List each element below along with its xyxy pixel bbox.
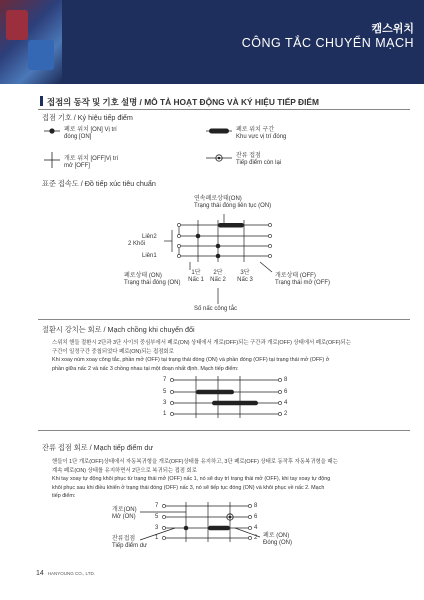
- overlap-num-l5: 5: [163, 389, 167, 395]
- overlap-num-r6: 6: [284, 389, 288, 395]
- notch2-label: 2단 Nấc 2: [210, 270, 226, 284]
- page-number: 14: [36, 570, 44, 577]
- header-title-ko: 캠스위치: [371, 23, 414, 35]
- overlap-num-l3: 3: [163, 400, 167, 406]
- residual-on-label: 폐로 (ON) Đóng (ON): [263, 533, 293, 547]
- symbol-residual: [206, 155, 232, 161]
- symbol-off-label: 개로 위치 [OFF]Vị trí mở [OFF]: [64, 156, 119, 170]
- residual-num-l7: 7: [155, 503, 159, 509]
- lien2-label: Liên2: [142, 234, 157, 240]
- state-off-label: 개로상태 (OFF) Trạng thái mở (OFF): [275, 273, 331, 287]
- company-name: HANYOUNG CO., LTD.: [47, 571, 95, 576]
- lien1-label: Liên1: [142, 253, 157, 259]
- overlap-contacts: [170, 378, 281, 415]
- residual-num-r6: 6: [254, 514, 258, 520]
- symbol-on-label: 폐로 위치 [ON] Vị trí đóng [ON]: [64, 127, 117, 141]
- standard-contacts: [177, 223, 271, 258]
- overlap-num-r4: 4: [284, 400, 288, 406]
- residual-num-r4: 4: [254, 525, 258, 531]
- symbol-zone: [206, 129, 232, 134]
- overlap-heading: 절환시 강치는 회로 / Mạch chồng khi chuyển đổi: [42, 325, 195, 334]
- notch3-label: 3단 Nấc 3: [237, 270, 253, 284]
- symbol-zone-label: 폐로 위치 구간 Khu vực vị trí đóng: [236, 127, 287, 141]
- notch-count-label: Số nấc công tắc: [194, 306, 238, 312]
- symbol-residual-label: 잔류 접점 Tiếp điểm còn lại: [236, 153, 282, 167]
- continuous-on-label: 연속폐로상태(ON) Trạng thái đóng liên tục (ON): [194, 196, 272, 210]
- notch1-label: 1단 Nấc 1: [188, 270, 204, 284]
- residual-num-l5: 5: [155, 514, 159, 520]
- residual-contacts: [162, 504, 251, 539]
- overlap-text: 스위치 핸들 절환시 2단과 3단 사이의 중심부에서 폐로(ON) 상태에서 개로(OFF)되는 구간과 개로(OFF) 상태에서 폐로(OFF)되는 구간이 일정구간 중첩되었다 폐로(ON)되는 접점회로 Khi xoay núm xoay công tắc, phần mở (OFF) tại trạng thái đóng (ON) và phần đóng (OFF) tại trạng thái mở (OFF) ở phần giữa nấc 2 và nấc 3 chồng nhau tại một đoạn nhất định. Mạch tiếp điểm:: [52, 340, 351, 372]
- residual-diagram: [140, 502, 260, 542]
- standard-diagram: [164, 214, 272, 304]
- overlap-num-r2: 2: [284, 411, 288, 417]
- overlap-diagram: [172, 376, 280, 418]
- state-on-label: 폐로상태 (ON) Trạng thái đóng (ON): [124, 273, 181, 287]
- symbol-on: [44, 128, 60, 133]
- residual-text: 핸들이 1단 개로(OFF)상태에서 자동복귀형을 개로(OFF)상태를 유지하고, 3단 폐로(OFF) 상태로 동작후 자동복귀형을 때는 계속 폐로(ON) 상태를 유지하면서 2단으로 복귀되는 접점 회로 Khi tay xoay tự động khôi phục từ trạng thái mở (OFF) nấc 1, nó sẽ duy trì trạng thái mở (OFF), khi tay xoay tự động khôi phục sau khi điều khiển ở trạng thái đóng (OFF) nấc 3, nó sẽ tiếp tục đóng (ON) và khôi phục về nấc 2. Mạch tiếp điểm:: [52, 459, 338, 500]
- overlap-num-l1: 1: [163, 411, 167, 417]
- header-title-vi: CÔNG TẮC CHUYỂN MẠCH: [241, 36, 414, 50]
- 2khoi-label: 2 Khối: [128, 241, 146, 247]
- residual-num-r2: 2: [254, 535, 258, 541]
- overlap-num-l7: 7: [163, 377, 167, 383]
- residual-heading: 잔류 접점 회로 / Mạch tiếp điểm dư: [42, 443, 154, 452]
- residual-res-label: 잔류접점 Tiếp điểm dư: [112, 536, 148, 550]
- residual-num-r8: 8: [254, 503, 258, 509]
- residual-off-label: 개로(ON) Mở (ON): [112, 507, 137, 521]
- standard-heading: 표준 접속도 / Đồ tiếp xúc tiêu chuẩn: [42, 179, 156, 188]
- residual-num-l3: 3: [155, 525, 159, 531]
- section-title: 접점의 동작 및 기호 설명 / MÔ TẢ HOẠT ĐỘNG VÀ KÝ HIỆU TIẾP ĐIỂM: [40, 96, 319, 108]
- overlap-num-r8: 8: [284, 377, 288, 383]
- residual-num-l1: 1: [155, 535, 159, 541]
- symbols-heading: 접점 기호 / Ký hiệu tiếp điểm: [42, 113, 133, 122]
- symbol-off: [44, 152, 60, 168]
